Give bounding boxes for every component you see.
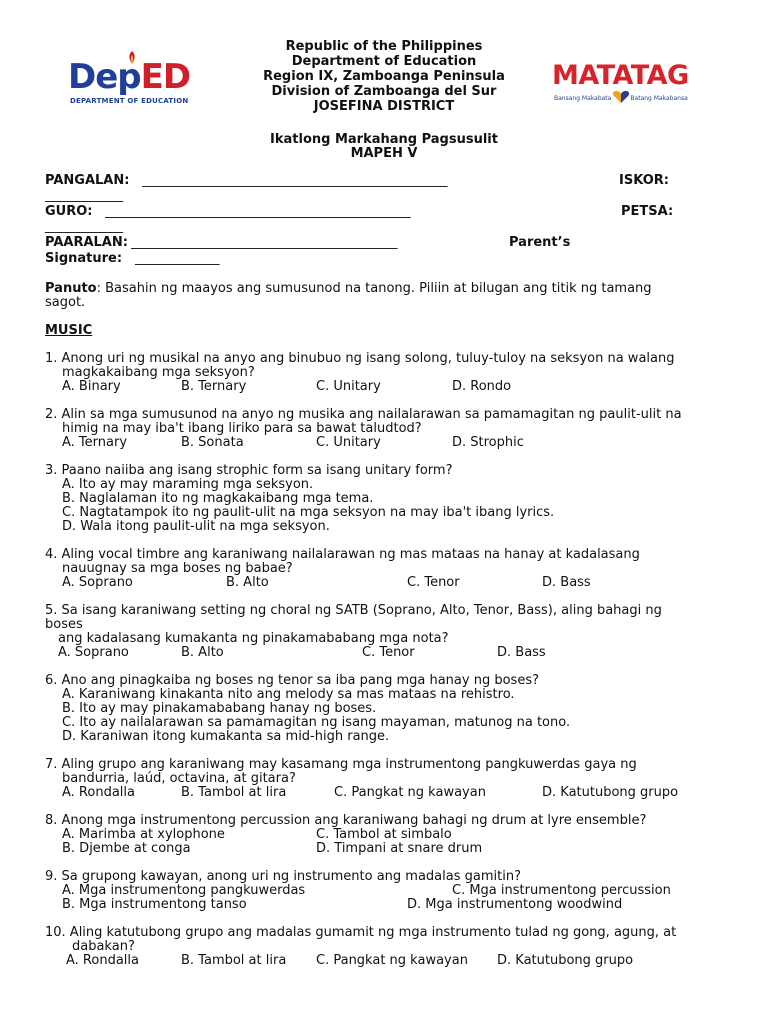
q9-option-d[interactable]: D. Mga instrumentong woodwind: [407, 897, 623, 912]
q6-option-b[interactable]: B. Ito ay may pinakamababang hanay ng boses.: [62, 701, 377, 716]
q1-option-c[interactable]: C. Unitary: [316, 379, 381, 394]
q3-option-c[interactable]: C. Nagtatampok ito ng paulit-ulit na mga seksyon na may iba't ibang lyrics.: [62, 505, 555, 520]
question-5: 5. Sa isang karaniwang setting ng choral ng SATB (Soprano, Alto, Tenor, Bass), aling bahagi ng: [45, 603, 662, 618]
question-8: 8. Anong mga instrumentong percussion ang karaniwang bahagi ng drum at lyre ensemble?: [45, 813, 647, 828]
q9-option-a[interactable]: A. Mga instrumentong pangkuwerdas: [62, 883, 306, 898]
question-4-line-2: nauugnay sa mga boses ng babae?: [62, 561, 293, 576]
q8-option-d[interactable]: D. Timpani at snare drum: [316, 841, 483, 856]
q3-option-d[interactable]: D. Wala itong paulit-ulit na mga seksyon.: [62, 519, 330, 534]
question-4: 4. Aling vocal timbre ang karaniwang nailalarawan ng mas mataas na hanay at kadalasang: [45, 547, 640, 562]
header-line-1: Republic of the Philippines: [285, 39, 483, 54]
instructions-label: Panuto: [45, 281, 97, 296]
q1-option-d[interactable]: D. Rondo: [452, 379, 512, 394]
instructions-line-2: sagot.: [45, 295, 86, 310]
pangalan-label: PANGALAN:: [45, 173, 130, 188]
q6-option-a[interactable]: A. Karaniwang kinakanta nito ang melody sa mas mataas na rehistro.: [62, 687, 515, 702]
q10-option-a[interactable]: A. Rondalla: [66, 953, 139, 968]
question-1: 1. Anong uri ng musikal na anyo ang binubuo ng isang solong, tuluy-tuloy na seksyon na walang: [45, 351, 675, 366]
section-title: MUSIC: [45, 323, 93, 338]
q1-option-b[interactable]: B. Ternary: [181, 379, 247, 394]
instructions: Panuto: Basahin ng maayos ang sumusunod na tanong. Piliin at bilugan ang titik ng tamang: [45, 281, 652, 296]
question-7: 7. Aling grupo ang karaniwang may kasamang mga instrumentong pangkuwerdas gaya ng: [45, 757, 637, 772]
q6-option-c[interactable]: C. Ito ay nailalarawan sa pamamagitan ng isang mayaman, matunog na tono.: [62, 715, 571, 730]
q5-option-a[interactable]: A. Soprano: [58, 645, 129, 660]
q10-option-c[interactable]: C. Pangkat ng kawayan: [316, 953, 468, 968]
q10-option-b[interactable]: B. Tambol at lira: [181, 953, 287, 968]
q9-option-b[interactable]: B. Mga instrumentong tanso: [62, 897, 247, 912]
header-line-5: JOSEFINA DISTRICT: [313, 99, 455, 114]
q4-option-b[interactable]: B. Alto: [226, 575, 269, 590]
q3-option-a[interactable]: A. Ito ay may maraming mga seksyon.: [62, 477, 314, 492]
matatag-logo: [552, 62, 692, 108]
q8-option-a[interactable]: A. Marimba at xylophone: [62, 827, 225, 842]
question-5-line-2: boses: [45, 617, 83, 632]
pangalan-line[interactable]: _______________________________________________: [142, 174, 448, 188]
header-line-2: Department of Education: [291, 54, 477, 69]
q7-option-a[interactable]: A. Rondalla: [62, 785, 135, 800]
deped-wordmark: DepED: [68, 57, 191, 97]
question-10-line-2: dabakan?: [72, 939, 135, 954]
question-7-line-2: bandurria, laúd, octavina, at gitara?: [62, 771, 296, 786]
petsa-line[interactable]: ____________: [45, 219, 123, 234]
q2-option-a[interactable]: A. Ternary: [62, 435, 128, 450]
deped-logo: [68, 48, 203, 108]
q2-option-b[interactable]: B. Sonata: [181, 435, 244, 450]
paaralan-line[interactable]: _________________________________________: [131, 236, 398, 250]
signature-label: Signature:: [45, 251, 123, 266]
q8-option-c[interactable]: C. Tambol at simbalo: [316, 827, 452, 842]
question-10: 10. Aling katutubong grupo ang madalas gumamit ng mga instrumento tulad ng gong, agung, at: [45, 925, 677, 940]
header-line-3: Region IX, Zamboanga Peninsula: [263, 69, 505, 84]
q8-option-b[interactable]: B. Djembe at conga: [62, 841, 191, 856]
heart-icon: [612, 90, 630, 104]
q2-option-d[interactable]: D. Strophic: [452, 435, 524, 450]
q3-option-b[interactable]: B. Naglalaman ito ng magkakaibang mga tema.: [62, 491, 374, 506]
q9-option-c[interactable]: C. Mga instrumentong percussion: [452, 883, 671, 898]
question-2: 2. Alin sa mga sumusunod na anyo ng musika ang nailalarawan sa pamamagitan ng paulit-ulit na: [45, 407, 682, 422]
q6-option-d[interactable]: D. Karaniwan itong kumakanta sa mid-high range.: [62, 729, 390, 744]
question-6: 6. Ano ang pinagkaiba ng boses ng tenor sa iba pang mga hanay ng boses?: [45, 673, 539, 688]
q5-option-b[interactable]: B. Alto: [181, 645, 224, 660]
paaralan-label: PAARALAN:: [45, 235, 128, 250]
q4-option-a[interactable]: A. Soprano: [62, 575, 133, 590]
matatag-wordmark: MATATAG: [552, 60, 689, 91]
q2-option-c[interactable]: C. Unitary: [316, 435, 381, 450]
deped-subtitle: DEPARTMENT OF EDUCATION: [70, 97, 189, 105]
q4-option-c[interactable]: C. Tenor: [407, 575, 460, 590]
subject-title: MAPEH V: [350, 146, 418, 161]
question-9: 9. Sa grupong kawayan, anong uri ng instrumento ang madalas gamitin?: [45, 869, 521, 884]
q5-option-d[interactable]: D. Bass: [497, 645, 546, 660]
q1-option-a[interactable]: A. Binary: [62, 379, 121, 394]
q4-option-d[interactable]: D. Bass: [542, 575, 591, 590]
q7-option-d[interactable]: D. Katutubong grupo: [542, 785, 679, 800]
question-3: 3. Paano naiiba ang isang strophic form sa isang unitary form?: [45, 463, 453, 478]
iskor-line[interactable]: ____________: [45, 188, 123, 203]
q7-option-b[interactable]: B. Tambol at lira: [181, 785, 287, 800]
signature-line[interactable]: _____________: [135, 251, 220, 266]
q7-option-c[interactable]: C. Pangkat ng kawayan: [334, 785, 486, 800]
header-line-4: Division of Zamboanga del Sur: [271, 84, 497, 99]
q10-option-d[interactable]: D. Katutubong grupo: [497, 953, 634, 968]
guro-label: GURO:: [45, 204, 93, 219]
matatag-tagline: Bansang Makabata Batang Makabansa: [554, 95, 688, 102]
guro-line[interactable]: _______________________________________________: [105, 205, 411, 219]
iskor-label: ISKOR:: [619, 173, 669, 188]
question-2-line-2: himig na may iba't ibang liriko para sa bawat taludtod?: [62, 421, 422, 436]
parents-label: Parent’s: [509, 235, 571, 250]
petsa-label: PETSA:: [621, 204, 674, 219]
exam-title: Ikatlong Markahang Pagsusulit: [270, 132, 498, 147]
q5-option-c[interactable]: C. Tenor: [362, 645, 415, 660]
question-1-line-2: magkakaibang mga seksyon?: [62, 365, 255, 380]
question-5-line-3: ang kadalasang kumakanta ng pinakamababang mga nota?: [58, 631, 449, 646]
